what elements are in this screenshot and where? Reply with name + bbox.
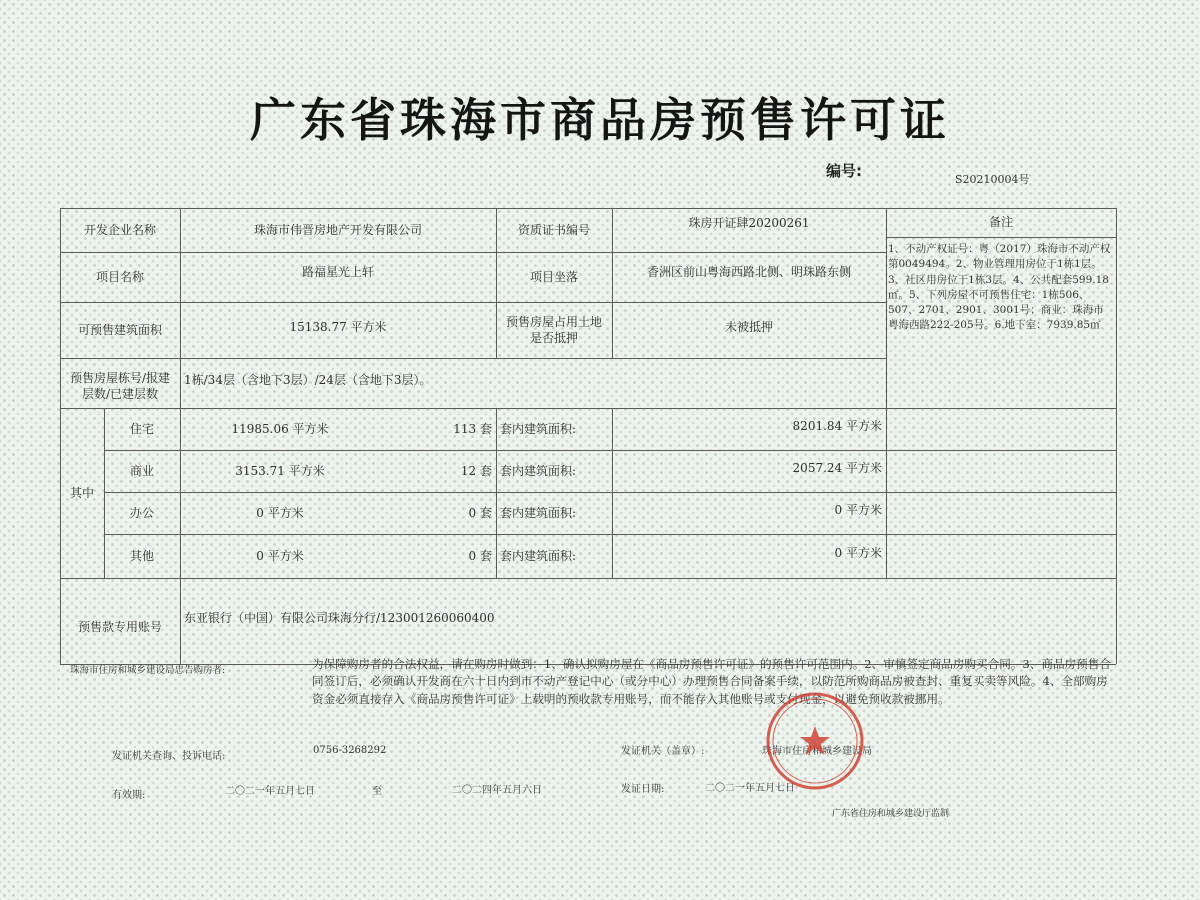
document-title: 广东省珠海市商品房预售许可证 bbox=[250, 93, 950, 147]
developer-label: 开发企业名称 bbox=[83, 222, 156, 237]
unit-area: 0 平方米 bbox=[256, 505, 304, 520]
unit-area: 11985.06 平方米 bbox=[231, 421, 329, 436]
area-label: 可预售建筑面积 bbox=[77, 322, 162, 337]
serial-number: S20210004号 bbox=[955, 173, 1030, 186]
unit-count: 0 套 bbox=[468, 548, 492, 563]
building-value: 1栋/34层（含地下3层）/24层（含地下3层）。 bbox=[184, 372, 432, 387]
project-label: 项目名称 bbox=[95, 269, 144, 284]
inner-area-label: 套内建筑面积: bbox=[500, 421, 577, 436]
inner-area-label: 套内建筑面积: bbox=[500, 548, 577, 563]
inner-area-label: 套内建筑面积: bbox=[500, 463, 577, 478]
remarks-value: 1、不动产权证号：粤（2017）珠海市不动产权第0049494。2、物业管理用房位于1栋1层。3、社区用房位于1栋3层。4、公共配套599.18㎡。5、下列房屋不可预售住宅：1栋506、507、2701、2901、3001号；商业：珠海市粤海西路222-205号。6.地下室：7939.85㎡ bbox=[888, 243, 1111, 332]
cert-value: 珠房开证肆20200261 bbox=[688, 215, 810, 230]
unit-area: 3153.71 平方米 bbox=[235, 463, 325, 478]
notice-text: 为保障购房者的合法权益，请在购房时做到：1、确认拟购房屋在《商品房预售许可证》的预售许可范围内。2、审慎签定商品房购买合同。3、商品房预售合同签订后，必须确认开发商在六十日内到市不动产登记中心（或分中心）办理预售合同备案手续，以防范所购商品房被查封、重复买卖等风险。4、全部购房资金必须直接存入《商品房预售许可证》上载明的预收款专用账号，而不能存入其他账号或支付现金，以避免预收款被挪用。 bbox=[312, 657, 1111, 706]
hotline-value: 0756-3268292 bbox=[313, 745, 387, 756]
issuer-label: 发证机关（盖章）: bbox=[621, 746, 705, 757]
unit-area: 0 平方米 bbox=[256, 548, 304, 563]
cert-label: 资质证书编号 bbox=[517, 222, 590, 237]
inner-area-value: 2057.24 平方米 bbox=[792, 460, 882, 475]
unit-count: 12 套 bbox=[460, 463, 492, 478]
unit-count: 113 套 bbox=[453, 421, 492, 436]
issue-date: 二〇二一年五月七日 bbox=[705, 783, 795, 794]
hotline-label: 发证机关查询、投诉电话: bbox=[112, 751, 226, 762]
account-value: 东亚银行（中国）有限公司珠海分行/123001260060400 bbox=[184, 610, 495, 625]
issue-date-label: 发证日期: bbox=[621, 784, 665, 795]
unit-type: 其他 bbox=[129, 548, 154, 563]
valid-label: 有效期: bbox=[112, 790, 146, 801]
developer-value: 珠海市伟晋房地产开发有限公司 bbox=[253, 222, 422, 237]
building-label: 预售房屋栋号/报建层数/已建层数 bbox=[69, 370, 171, 401]
area-value: 15138.77 平方米 bbox=[289, 319, 387, 334]
notice-heading: 珠海市住房和城乡建设局忠告购房者: bbox=[70, 665, 226, 676]
valid-from: 二〇二一年五月七日 bbox=[225, 786, 315, 797]
valid-to: 二〇二四年五月六日 bbox=[452, 785, 542, 796]
official-seal-icon bbox=[764, 690, 866, 792]
inner-area-label: 套内建筑面积: bbox=[500, 505, 577, 520]
project-value: 路福星光上轩 bbox=[301, 264, 374, 279]
among-label: 其中 bbox=[69, 485, 94, 500]
mortgage-value: 未被抵押 bbox=[724, 319, 773, 334]
unit-type: 住宅 bbox=[129, 421, 154, 436]
account-label: 预售款专用账号 bbox=[77, 619, 162, 634]
valid-to-label: 至 bbox=[372, 786, 382, 797]
serial-label: 编号: bbox=[826, 162, 862, 180]
inner-area-value: 0 平方米 bbox=[834, 502, 882, 517]
unit-count: 0 套 bbox=[468, 505, 492, 520]
location-value: 香洲区前山粤海西路北侧、明珠路东侧 bbox=[646, 264, 851, 279]
issuer-value: 珠海市住房和城乡建设局 bbox=[762, 746, 872, 757]
remarks-label: 备注 bbox=[988, 215, 1013, 230]
unit-type: 商业 bbox=[129, 463, 154, 478]
mortgage-label: 预售房屋占用土地是否抵押 bbox=[506, 314, 603, 345]
inner-area-value: 0 平方米 bbox=[834, 545, 882, 560]
inner-area-value: 8201.84 平方米 bbox=[792, 418, 882, 433]
location-label: 项目坐落 bbox=[529, 269, 578, 284]
unit-type: 办公 bbox=[129, 505, 154, 520]
supervisor: 广东省住房和城乡建设厅监制 bbox=[832, 809, 950, 819]
